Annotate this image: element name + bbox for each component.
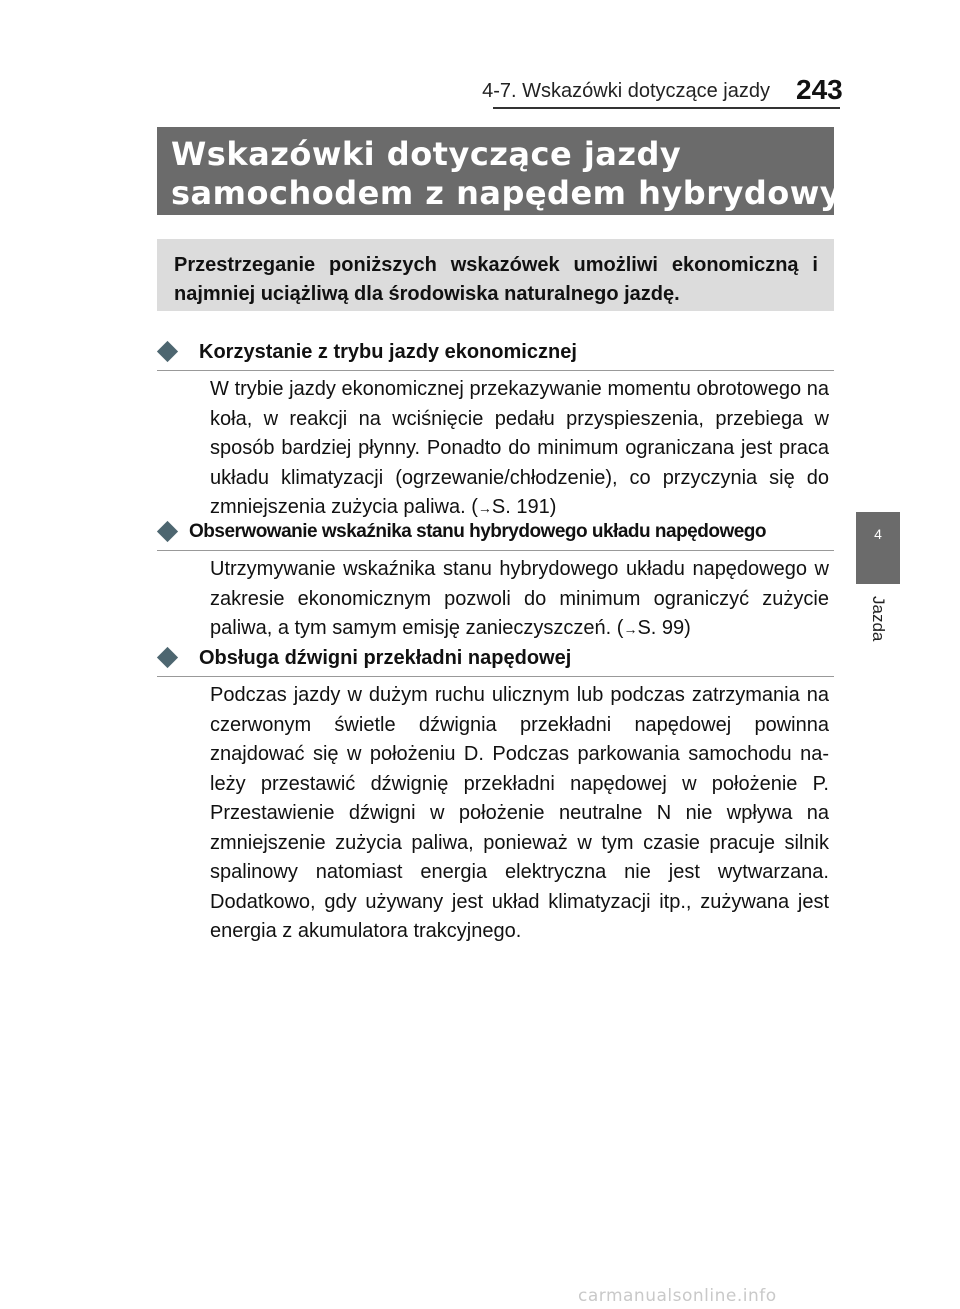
section-body [210,375,829,524]
diamond-bullet-icon [157,521,178,542]
section-hybrid-indicator [157,516,834,645]
chapter-title-box [157,127,875,215]
section-body-text: Utrzymywanie wskaźnika stanu hybrydowego układu napędowego w zakresie ekonomicznym pozwoli do minimum ograniczyć zużycie paliwa, a tym samym emisję zanieczyszczeń. ( [210,558,829,639]
section-shift-lever [157,642,834,947]
intro-box: Przestrzeganie poniższych wskazówek umożliwi ekonomiczną i najmniej uciążliwą dla środowiska naturalnego jazdę. [157,239,834,311]
reference-arrow-icon: → [623,621,638,637]
title-line-2: samochodem z napędem hybrydowym [171,174,875,212]
running-header-section: 4-7. Wskazówki dotyczące jazdy [482,80,770,102]
diamond-bullet-icon [157,647,178,668]
section-heading [157,336,834,371]
page-number: 243 [796,74,843,105]
reference-arrow-icon: → [477,500,492,516]
header-rule [493,107,840,109]
section-heading-text: Obsługa dźwigni przekładni napędowej [199,647,572,669]
section-heading [157,642,834,677]
page-reference: S. 99) [637,617,691,639]
section-heading-text: Obserwowanie wskaźnika stanu hybrydowego układu napędowego [189,521,767,542]
section-heading [157,516,834,551]
watermark: carmanualsonline.info [578,1286,777,1306]
section-body-text: Podczas jazdy w dużym ruchu ulicznym lub podczas zatrzymania na czerwonym świetle dźwignia przekładni napędowej powinna znajdować się w położeniu D. Podczas parkowania samochodu na-leży przestawić dźwignię przekładni napędowej w położenie P. Przestawienie dźwigni w położenie neutralne N nie wpływa na zmniejszenie zużycia paliwa, ponieważ w tym czasie pracuje silnik spalinowy natomiast energia elektryczna nie jest wytwarzana. Dodatkowo, gdy używany jest układ klimatyzacji itp., zużywana jest energia z akumulatora trakcyjnego. [210,684,829,942]
section-eco-mode [157,336,834,524]
section-body [210,555,829,645]
diamond-bullet-icon [157,341,178,362]
section-heading-text: Korzystanie z trybu jazdy ekonomicznej [199,341,577,363]
section-body-text: W trybie jazdy ekonomicznej przekazywanie momentu obrotowego na koła, w reakcji na wciśnięcie pedału przyspieszenia, przebiega w sposób bardziej płynny. Ponadto do minimum ograniczana jest praca układu klimatyzacji (ogrzewanie/chłodzenie), co przyczynia się do zmniejszenia zużycia paliwa. ( [210,378,829,518]
chapter-tab: 4 [856,512,900,584]
page-reference: S. 191) [491,496,557,518]
section-body [210,681,829,947]
chapter-tab-label: Jazda [869,596,888,642]
title-line-1: Wskazówki dotyczące jazdy [171,135,682,173]
